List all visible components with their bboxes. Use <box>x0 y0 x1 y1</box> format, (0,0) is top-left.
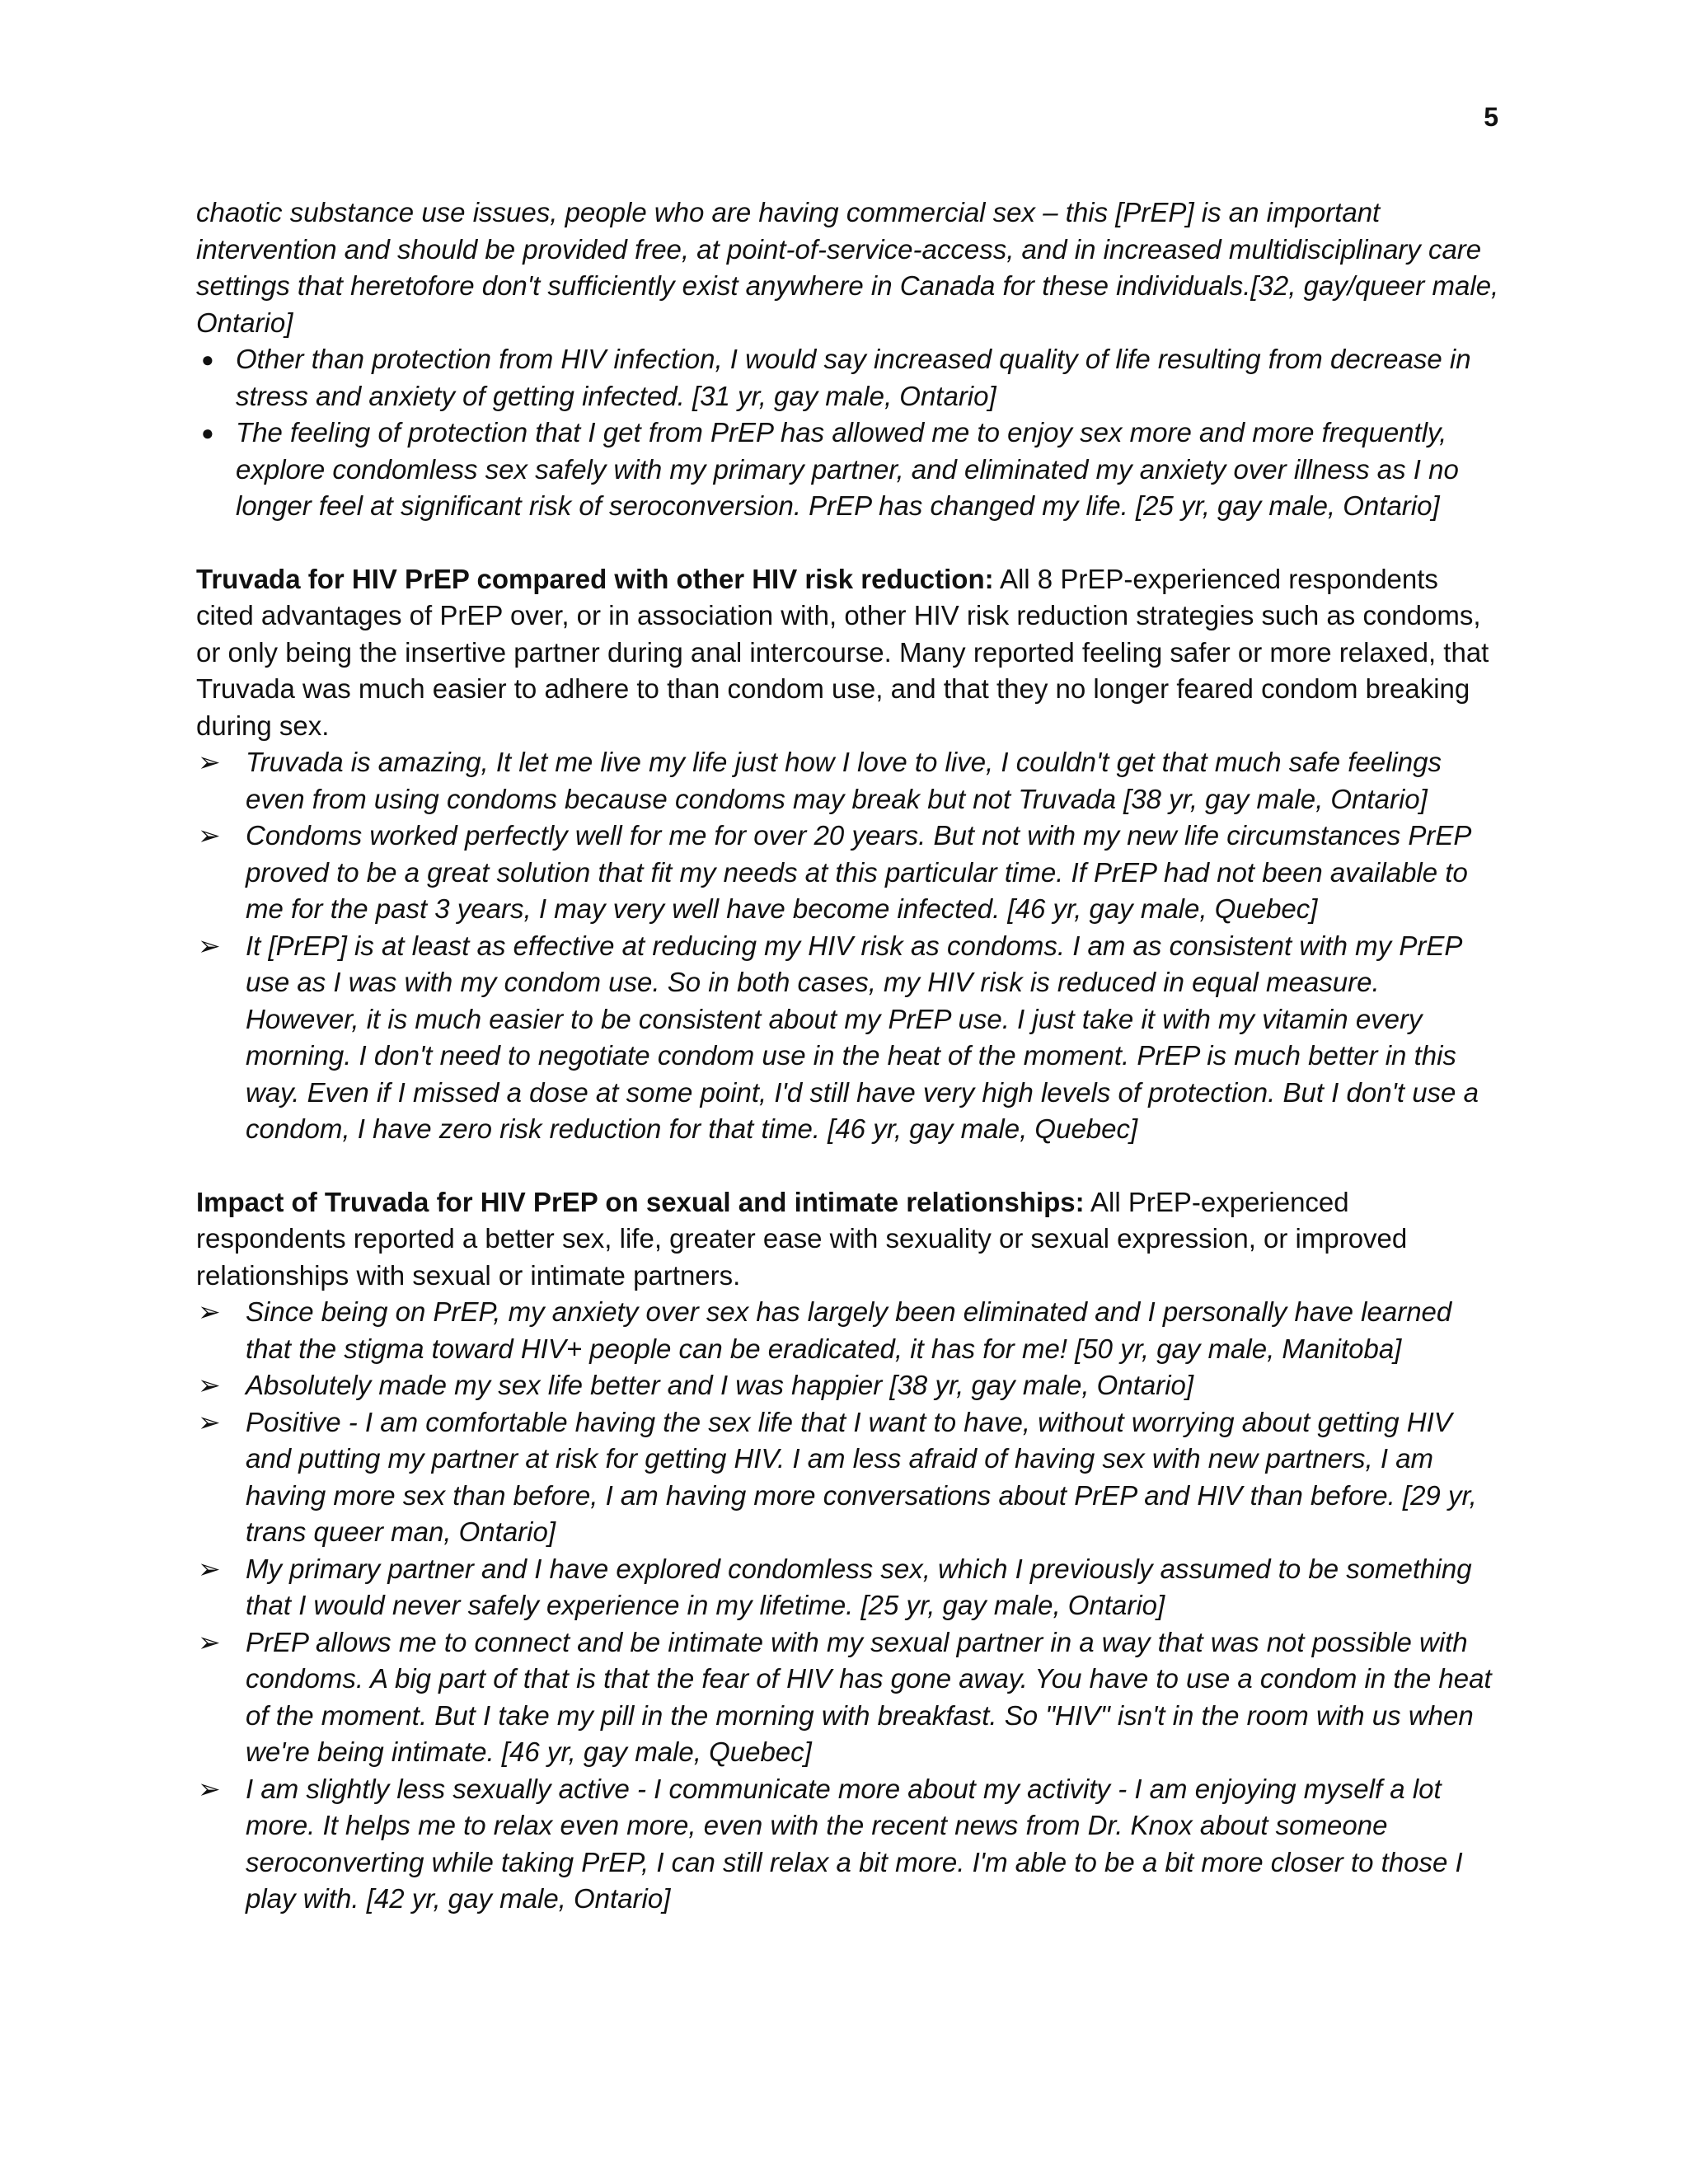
arrow-quote: ➢ Condoms worked perfectly well for me for over 20 years. But not with my new life circumstances PrEP proved to be a great solution that fit my needs at this particular time. If PrEP had not been available to me for the past 3 years, I may very well have become infected. [46 yr, gay male, Quebec] <box>196 818 1500 928</box>
quote-continuation: chaotic substance use issues, people who are having commercial sex – this [PrEP] is an important intervention and should be provided free, at point-of-service-access, and in increased multidisciplinary care settings that heretofore don't sufficiently exist anywhere in Canada for these individuals.[32, gay/queer male, Ontario] <box>196 197 1499 338</box>
arrow-bullet-icon: ➢ <box>198 1296 221 1327</box>
page-content <box>196 194 1500 1918</box>
arrow-quote: ➢ My primary partner and I have explored condomless sex, which I previously assumed to be something that I would never safely experience in my lifetime. [25 yr, gay male, Ontario] <box>196 1551 1500 1624</box>
bullet-quote: ● Other than protection from HIV infection, I would say increased quality of life resulting from decrease in stress and anxiety of getting infected. [31 yr, gay male, Ontario] <box>196 341 1500 415</box>
arrow-quote: ➢ Positive - I am comfortable having the sex life that I want to have, without worrying about getting HIV and putting my partner at risk for getting HIV. I am less afraid of having sex with new partners, I am having more sex than before, I am having more conversations about PrEP and HIV than before. [29 yr, trans queer man, Ontario] <box>196 1404 1500 1551</box>
arrow-quote-list <box>196 1294 1500 1918</box>
bullet-icon: ● <box>201 347 214 372</box>
section-heading: Truvada for HIV PrEP compared with other HIV risk reduction: <box>196 563 994 594</box>
page-number: 5 <box>1484 102 1498 132</box>
section-body: All PrEP-experienced respondents reported a better sex, life, greater ease with sexuality or sexual expression, or improved relationships with sexual or intimate partners. <box>196 1186 1408 1291</box>
bullet-icon: ● <box>201 420 214 445</box>
bullet-quote-list <box>196 341 1500 525</box>
arrow-bullet-icon: ➢ <box>198 1553 221 1584</box>
arrow-quote: ➢ I am slightly less sexually active - I communicate more about my activity - I am enjoying myself a lot more. It helps me to relax even more, even with the recent news from Dr. Knox about someone seroconverting while taking PrEP, I can still relax a bit more. I'm able to be a bit more closer to those I play with. [42 yr, gay male, Ontario] <box>196 1771 1500 1918</box>
arrow-bullet-icon: ➢ <box>198 747 221 777</box>
arrow-bullet-icon: ➢ <box>198 1370 221 1400</box>
section-heading: Impact of Truvada for HIV PrEP on sexual and intimate relationships: <box>196 1186 1085 1217</box>
arrow-bullet-icon: ➢ <box>198 1406 221 1437</box>
arrow-bullet-icon: ➢ <box>198 820 221 851</box>
arrow-quote: ➢ It [PrEP] is at least as effective at reducing my HIV risk as condoms. I am as consistent with my PrEP use as I was with my condom use. So in both cases, my HIV risk is reduced in equal measure. However, it is much easier to be consistent about my PrEP use. I just take it with my vitamin every morning. I don't need to negotiate condom use in the heat of the moment. PrEP is much better in this way. Even if I missed a dose at some point, I'd still have very high levels of protection. But I don't use a condom, I have zero risk reduction for that time. [46 yr, gay male, Quebec] <box>196 928 1500 1148</box>
arrow-quote: ➢ Since being on PrEP, my anxiety over sex has largely been eliminated and I personally have learned that the stigma toward HIV+ people can be eradicated, it has for me! [50 yr, gay male, Manitoba] <box>196 1294 1500 1367</box>
section-body: All 8 PrEP-experienced respondents cited advantages of PrEP over, or in association with, other HIV risk reduction strategies such as condoms, or only being the insertive partner during anal intercourse. Many reported feeling safer or more relaxed, that Truvada was much easier to adhere to than condom use, and that they no longer feared condom breaking during sex. <box>196 563 1489 741</box>
arrow-bullet-icon: ➢ <box>198 930 221 961</box>
arrow-quote: ➢ Absolutely made my sex life better and I was happier [38 yr, gay male, Ontario] <box>196 1367 1500 1404</box>
arrow-quote: ➢ PrEP allows me to connect and be intimate with my sexual partner in a way that was not possible with condoms. A big part of that is that the fear of HIV has gone away. You have to use a condom in the heat of the moment. But I take my pill in the morning with breakfast. So "HIV" isn't in the room with us when we're being intimate. [46 yr, gay male, Quebec] <box>196 1624 1500 1771</box>
arrow-quote-list <box>196 744 1500 1148</box>
arrow-bullet-icon: ➢ <box>198 1773 221 1804</box>
section-paragraph <box>196 561 1500 745</box>
bullet-quote: ● The feeling of protection that I get from PrEP has allowed me to enjoy sex more and more frequently, explore condomless sex safely with my primary partner, and eliminated my anxiety over illness as I no longer feel at significant risk of seroconversion. PrEP has changed my life. [25 yr, gay male, Ontario] <box>196 415 1500 525</box>
arrow-quote: ➢ Truvada is amazing, It let me live my life just how I love to live, I couldn't get that much safe feelings even from using condoms because condoms may break but not Truvada [38 yr, gay male, Ontario] <box>196 744 1500 818</box>
arrow-bullet-icon: ➢ <box>198 1626 221 1657</box>
section-paragraph <box>196 1184 1500 1295</box>
